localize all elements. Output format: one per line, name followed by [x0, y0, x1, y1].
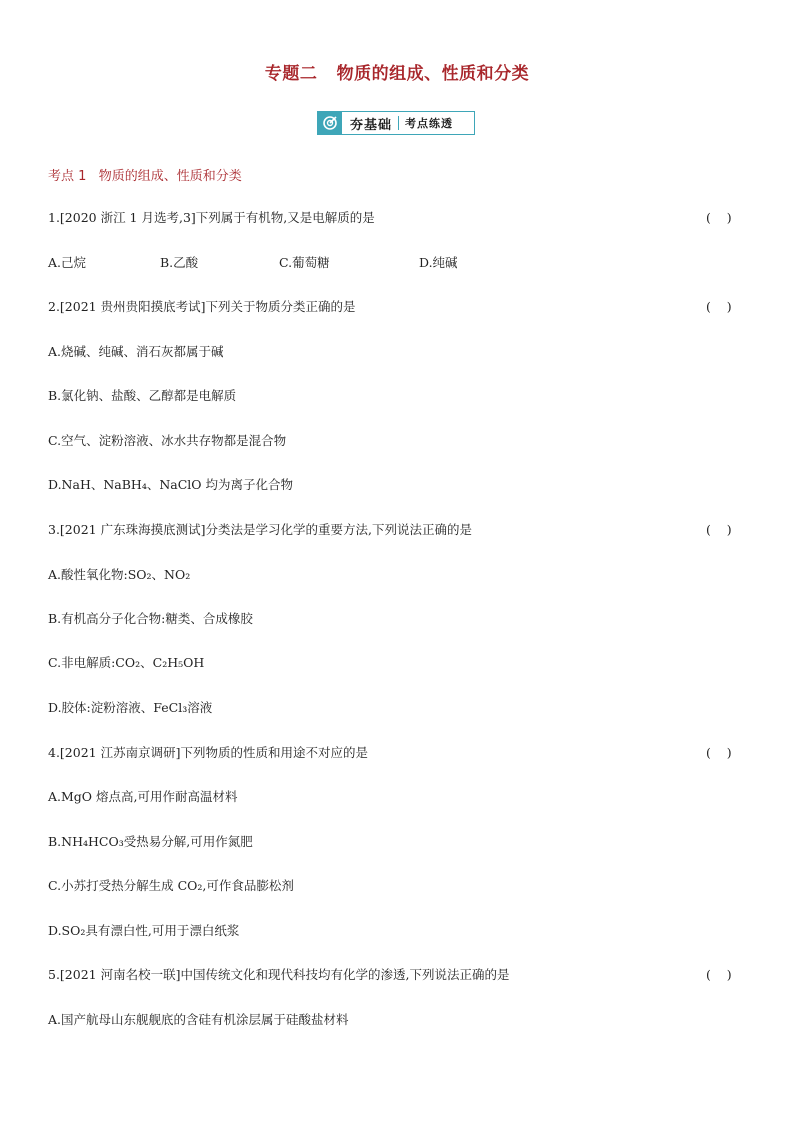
answer-bracket: ( ) [706, 299, 732, 314]
q1-option-c: C.葡萄糖 [279, 255, 330, 270]
target-icon [318, 112, 342, 134]
q1-option-b: B.乙酸 [160, 255, 199, 270]
q4-option-d: D.SO₂具有漂白性,可用于漂白纸浆 [48, 923, 240, 938]
q2-option-c: C.空气、淀粉溶液、冰水共存物都是混合物 [48, 433, 287, 448]
question-5-stem: 5.[2021 河南名校一联]中国传统文化和现代科技均有化学的渗透,下列说法正确的是 [48, 967, 510, 982]
section-badge [317, 111, 475, 135]
answer-bracket: ( ) [706, 210, 732, 225]
question-1-stem: 1.[2020 浙江 1 月选考,3]下列属于有机物,又是电解质的是 [48, 210, 375, 225]
q5-option-a: A.国产航母山东舰舰底的含硅有机涂层属于硅酸盐材料 [48, 1012, 349, 1027]
q1-option-d: D.纯碱 [419, 255, 458, 270]
q4-option-b: B.NH₄HCO₃受热易分解,可用作氮肥 [48, 834, 253, 849]
q2-option-a: A.烧碱、纯碱、消石灰都属于碱 [48, 344, 224, 359]
question-3-stem: 3.[2021 广东珠海摸底测试]分类法是学习化学的重要方法,下列说法正确的是 [48, 522, 472, 537]
answer-bracket: ( ) [706, 522, 732, 537]
q2-option-d: D.NaH、NaBH₄、NaClO 均为离子化合物 [48, 477, 294, 492]
question-2-stem: 2.[2021 贵州贵阳摸底考试]下列关于物质分类正确的是 [48, 299, 356, 314]
q1-option-a: A.己烷 [48, 255, 87, 270]
page-title: 专题二 物质的组成、性质和分类 [264, 64, 530, 84]
badge-sub-label: 考点练透 [405, 117, 454, 130]
q3-option-a: A.酸性氧化物:SO₂、NO₂ [48, 567, 191, 582]
answer-bracket: ( ) [706, 967, 732, 982]
question-4-stem: 4.[2021 江苏南京调研]下列物质的性质和用途不对应的是 [48, 745, 368, 760]
q3-option-b: B.有机高分子化合物:糖类、合成橡胶 [48, 611, 253, 626]
q4-option-c: C.小苏打受热分解生成 CO₂,可作食品膨松剂 [48, 878, 294, 893]
q3-option-d: D.胶体:淀粉溶液、FeCl₃溶液 [48, 700, 213, 715]
q2-option-b: B.氯化钠、盐酸、乙醇都是电解质 [48, 388, 237, 403]
q4-option-a: A.MgO 熔点高,可用作耐高温材料 [48, 789, 238, 804]
q3-option-c: C.非电解质:CO₂、C₂H₅OH [48, 655, 205, 670]
section-title: 考点 1 物质的组成、性质和分类 [48, 169, 242, 184]
badge-main-label: 夯基础 [350, 117, 393, 133]
answer-bracket: ( ) [706, 745, 732, 760]
